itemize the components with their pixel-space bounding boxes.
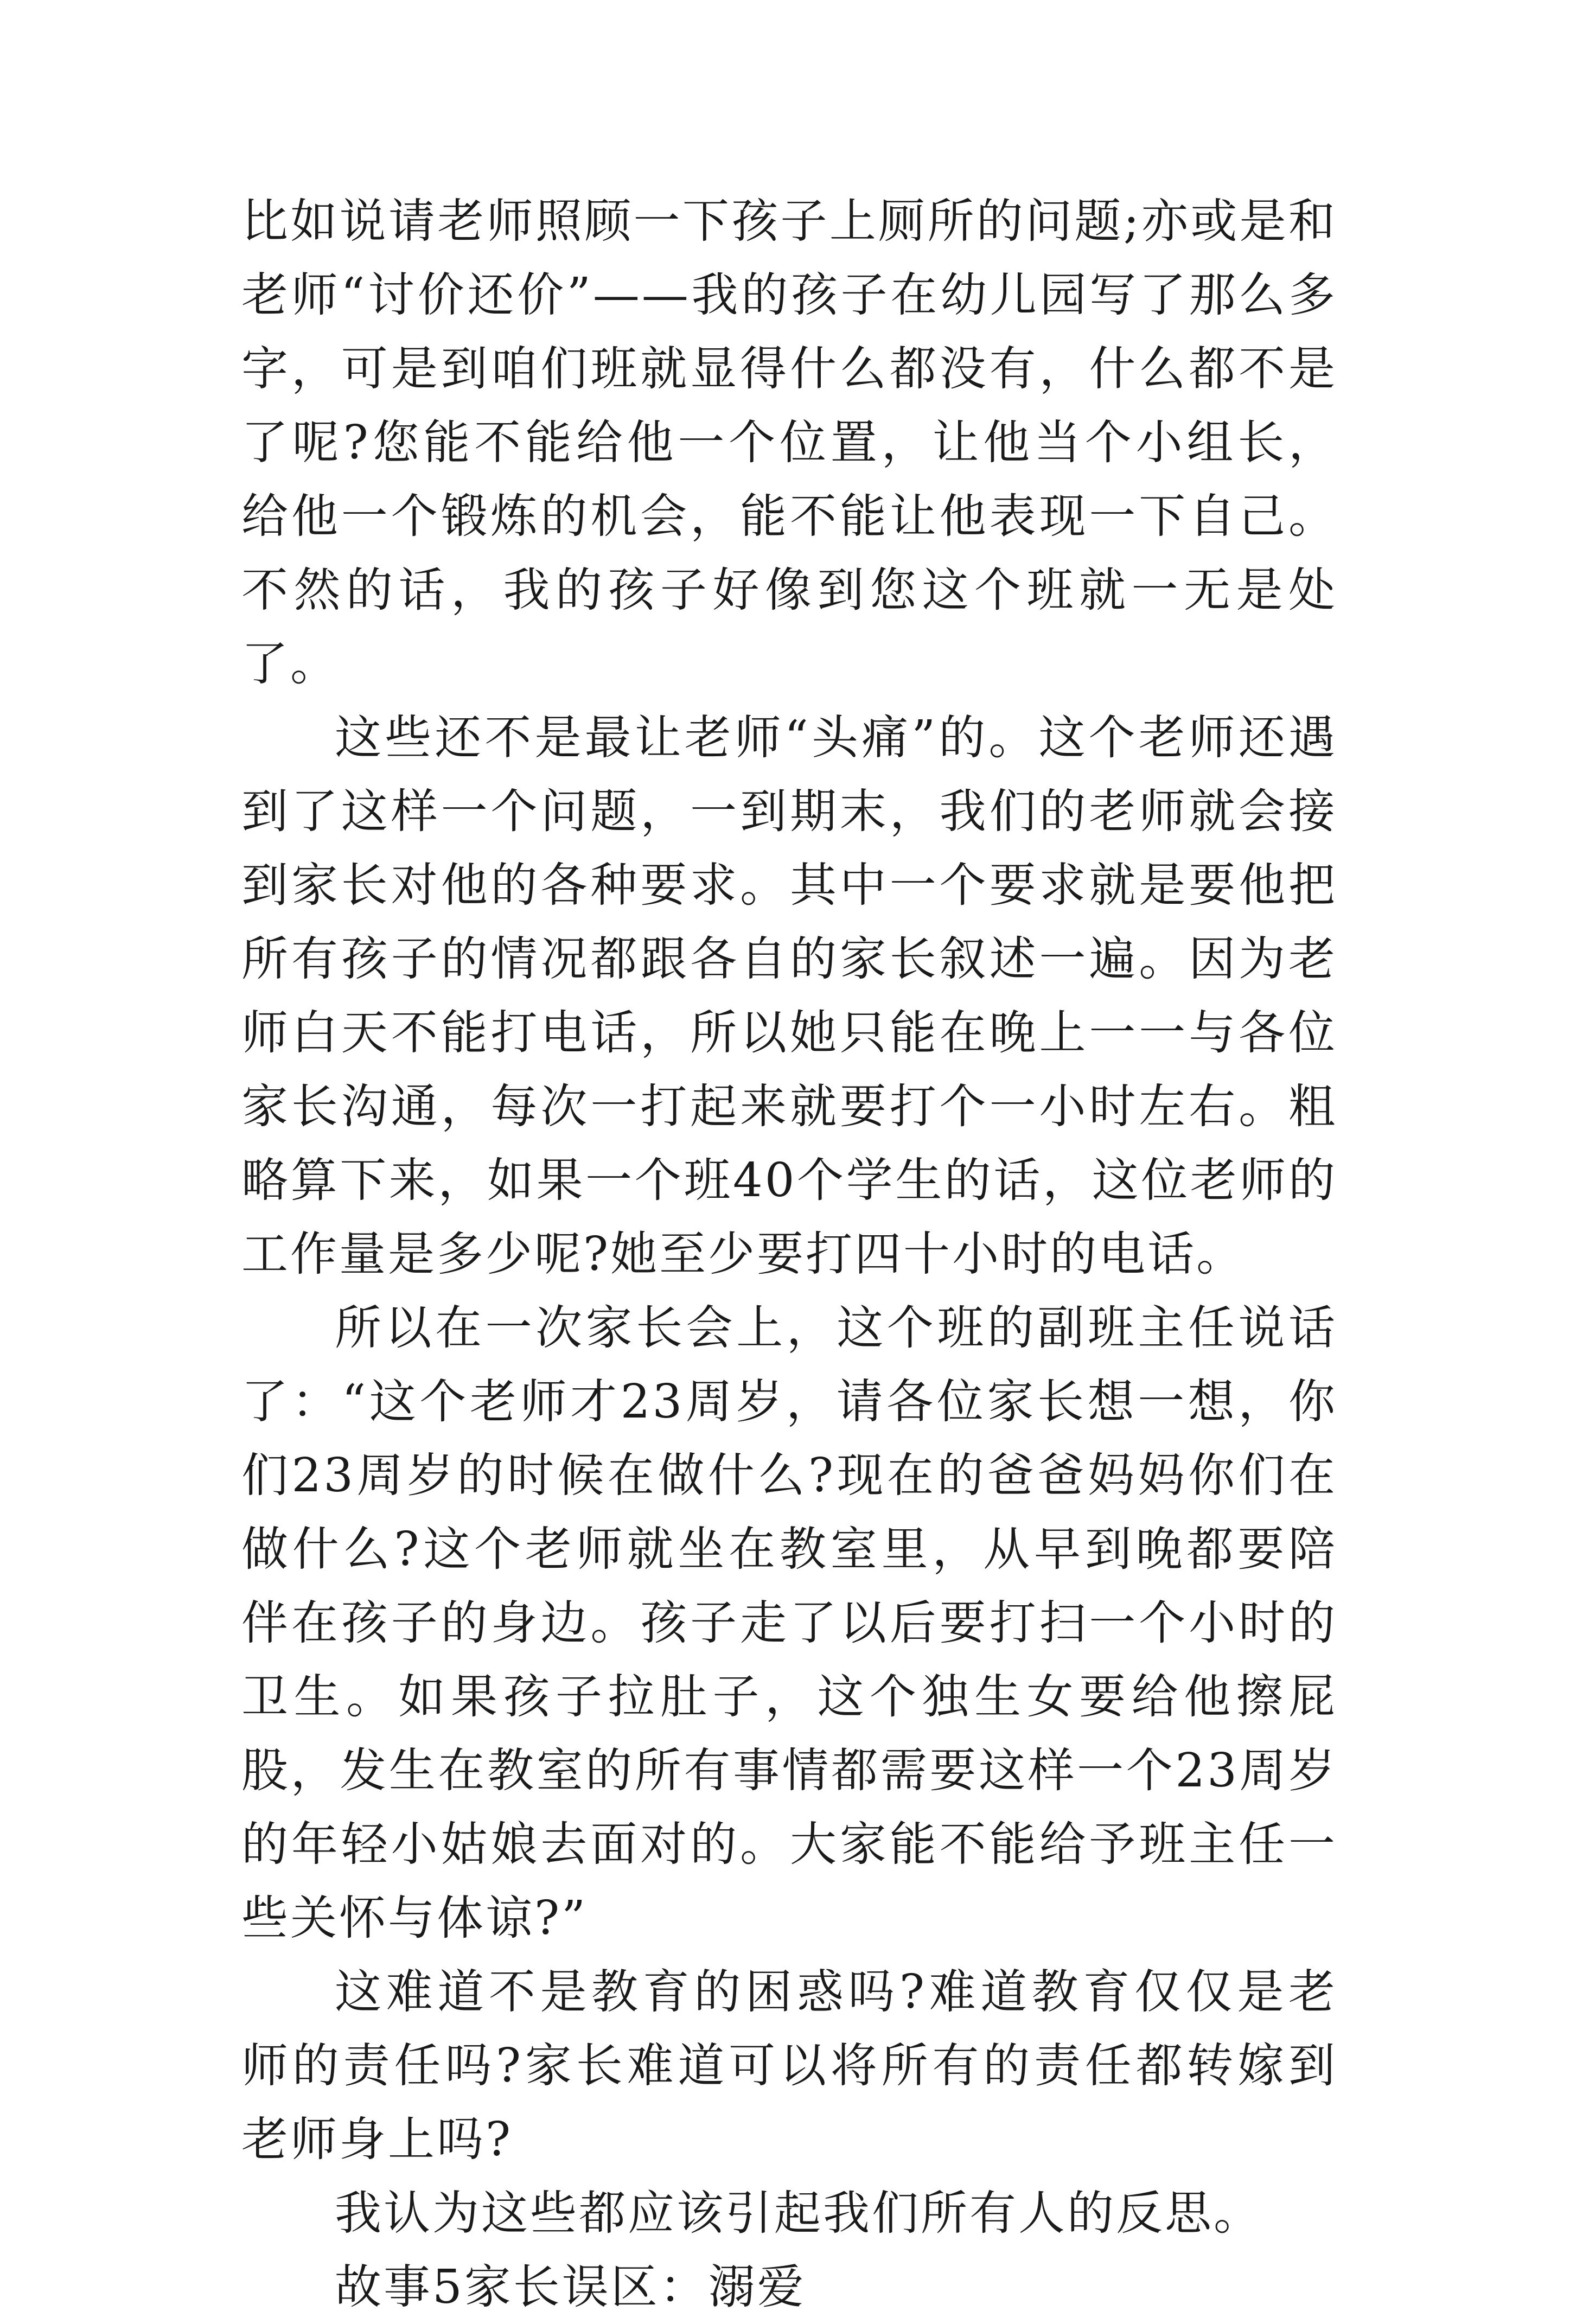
section-heading: 故事5家长误区：溺爱 — [335, 2260, 806, 2314]
document-body — [241, 184, 1337, 2324]
paragraph: 所以在一次家长会上，这个班的副班主任说话了：“这个老师才23周岁，请各位家长想一想，你们23周岁的时候在做什么?现在的爸爸妈妈你们在做什么?这个老师就坐在教室里，从早到晚都要陪伴在孩子的身边。孩子走了以后要打扫一个小时的卫生。如果孩子拉肚子，这个独生女要给他擦屁股，发生在教室的所有事情都需要这样一个23周岁的年轻小姑娘去面对的。大家能不能给予班主任一些关怀与体谅?” — [241, 1301, 1337, 1945]
paragraph: 这难道不是教育的困惑吗?难道教育仅仅是老师的责任吗?家长难道可以将所有的责任都转嫁到老师身上吗? — [241, 1965, 1337, 2167]
paragraph: 这些还不是最让老师“头痛”的。这个老师还遇到了这样一个问题，一到期末，我们的老师就会接到家长对他的各种要求。其中一个要求就是要他把所有孩子的情况都跟各自的家长叙述一遍。因为老师白天不能打电话，所以她只能在晚上一一与各位家长沟通，每次一打起来就要打个一小时左右。粗略算下来，如果一个班40个学生的话，这位老师的工作量是多少呢?她至少要打四十小时的电话。 — [241, 711, 1337, 1281]
paragraph-continuation: 比如说请老师照顾一下孩子上厕所的问题;亦或是和老师“讨价还价”——我的孩子在幼儿园写了那么多字，可是到咱们班就显得什么都没有，什么都不是了呢?您能不能给他一个位置，让他当个小组长，给他一个锻炼的机会，能不能让他表现一下自己。不然的话，我的孩子好像到您这个班就一无是处了。 — [241, 194, 1337, 691]
paragraph: 我认为这些都应该引起我们所有人的反思。 — [335, 2186, 1262, 2240]
